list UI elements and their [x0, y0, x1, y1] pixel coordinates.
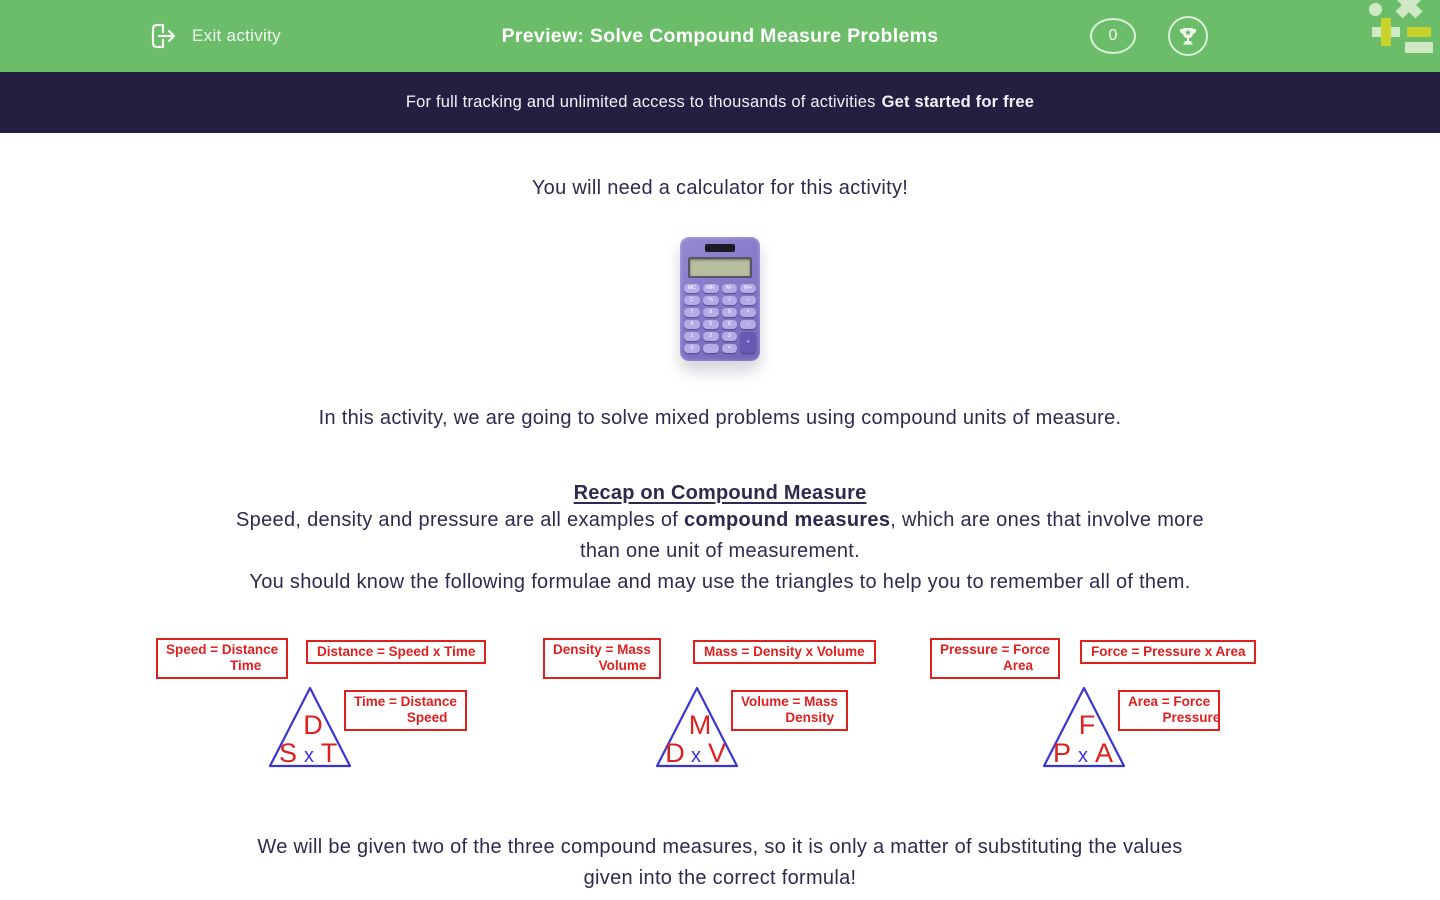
calculator-display: [688, 257, 752, 278]
score-counter: [1090, 18, 1136, 54]
svg-text:x: x: [304, 745, 314, 767]
formula-line: Volume = Mass: [741, 694, 838, 709]
svg-text:S: S: [278, 738, 298, 768]
speed-triangle: [266, 684, 354, 772]
speed-fraction-box: [156, 638, 288, 679]
svg-text:T: T: [320, 738, 338, 768]
brand-logo: [1355, 0, 1440, 72]
recap-bold-term: compound measures: [684, 509, 891, 531]
svg-text:x: x: [1078, 745, 1088, 767]
recap-paragraph: [0, 505, 1440, 598]
calculator-plus-key: +: [740, 332, 756, 353]
calculator-key: 4: [684, 320, 700, 329]
formulae-line: You should know the following formulae and may use the triangles to help you to remember all of them.: [249, 571, 1191, 593]
speed-formula-diagram: [152, 634, 514, 776]
header-actions: [1090, 0, 1208, 72]
calculator-key: √: [722, 296, 738, 305]
calculator-key: %: [703, 296, 719, 305]
calculator-key: MC: [684, 284, 700, 293]
formula-line: Area: [1003, 658, 1034, 673]
logo-equals-top: [1407, 27, 1431, 37]
svg-text:D: D: [303, 710, 323, 740]
recap-text-before: Speed, density and pressure are all examples of: [236, 509, 685, 531]
svg-text:D: D: [665, 738, 685, 768]
svg-text:M: M: [688, 710, 712, 740]
calculator-key: C: [684, 296, 700, 305]
calculator-key: ×: [740, 308, 756, 317]
formula-line: Density: [785, 710, 835, 725]
formula-diagrams: [152, 634, 1288, 776]
app-header: [0, 0, 1440, 72]
area-formula-box: [1118, 690, 1220, 731]
formula-line: Speed = Distance: [166, 642, 279, 657]
mass-formula-box: Mass = Density x Volume: [693, 640, 876, 664]
formula-line: Pressure = Force: [940, 642, 1050, 657]
rewards-button[interactable]: [1168, 16, 1208, 56]
calculator-key: 1: [684, 332, 700, 341]
calculator-key: 2: [703, 332, 719, 341]
density-fraction-box: [543, 638, 661, 679]
closing-paragraph: [0, 832, 1440, 894]
trophy-icon: [1177, 25, 1199, 47]
formula-line: Time = Distance: [354, 694, 457, 709]
recap-line2: than one unit of measurement.: [580, 540, 860, 562]
volume-formula-box: [731, 690, 848, 731]
recap-text-after: , which are ones that involve more: [890, 509, 1204, 531]
logo-plus-icon: [1372, 18, 1400, 46]
closing-line1: We will be given two of the three compound measures, so it is only a matter of substituting the values: [257, 836, 1183, 858]
logo-equals-bottom: [1405, 42, 1433, 53]
calculator-key: −: [740, 320, 756, 329]
activity-content: [0, 177, 1440, 894]
pressure-triangle: [1040, 684, 1128, 772]
calculator-key: 0: [684, 344, 700, 353]
calculator-keypad: [684, 284, 756, 353]
calculator-note: You will need a calculator for this activity!: [531, 177, 909, 199]
logo-dot: [1369, 3, 1382, 16]
promo-text: For full tracking and unlimited access to thousands of activities: [405, 93, 876, 111]
calculator-key: 8: [703, 308, 719, 317]
formula-line: Area = Force: [1128, 694, 1211, 709]
activity-description: In this activity, we are going to solve mixed problems using compound units of measure.: [318, 407, 1122, 429]
calculator-key: M+: [740, 284, 756, 293]
pressure-formula-diagram: [926, 634, 1288, 776]
calculator-key: .: [703, 344, 719, 353]
calculator-key: M-: [722, 284, 738, 293]
calculator-key: 9: [722, 308, 738, 317]
pressure-fraction-box: [930, 638, 1060, 679]
calculator-key: 6: [722, 320, 738, 329]
svg-text:V: V: [707, 738, 727, 768]
recap-line1: [0, 505, 1440, 536]
calculator-image: [680, 237, 760, 361]
calculator-key: 5: [703, 320, 719, 329]
density-triangle: [653, 684, 741, 772]
get-started-link[interactable]: Get started for free: [881, 93, 1035, 111]
distance-formula-box: Distance = Speed x Time: [306, 640, 486, 664]
formula-line: Pressure: [1162, 710, 1221, 725]
promo-banner: [0, 72, 1440, 133]
formula-line: Time: [230, 658, 262, 673]
calculator-key: 7: [684, 308, 700, 317]
formula-line: Volume: [598, 658, 647, 673]
calculator-key: MR: [703, 284, 719, 293]
density-formula-diagram: [539, 634, 901, 776]
recap-heading: Recap on Compound Measure: [573, 482, 867, 504]
calculator-key: 3: [722, 332, 738, 341]
calculator-solar-panel: [705, 244, 735, 252]
closing-line2: given into the correct formula!: [583, 867, 857, 889]
force-formula-box: Force = Pressure x Area: [1080, 640, 1256, 664]
svg-text:x: x: [691, 745, 701, 767]
svg-text:P: P: [1052, 738, 1072, 768]
formula-line: Speed: [406, 710, 448, 725]
score-value: 0: [1108, 27, 1118, 44]
page-title: Preview: Solve Compound Measure Problems: [501, 24, 939, 47]
exit-activity-label: Exit activity: [192, 26, 281, 45]
svg-text:A: A: [1094, 738, 1114, 768]
formula-line: Density = Mass: [553, 642, 651, 657]
time-formula-box: [344, 690, 467, 731]
calculator-key: ÷: [740, 296, 756, 305]
svg-text:F: F: [1078, 710, 1096, 740]
calculator-key: =: [722, 344, 738, 353]
